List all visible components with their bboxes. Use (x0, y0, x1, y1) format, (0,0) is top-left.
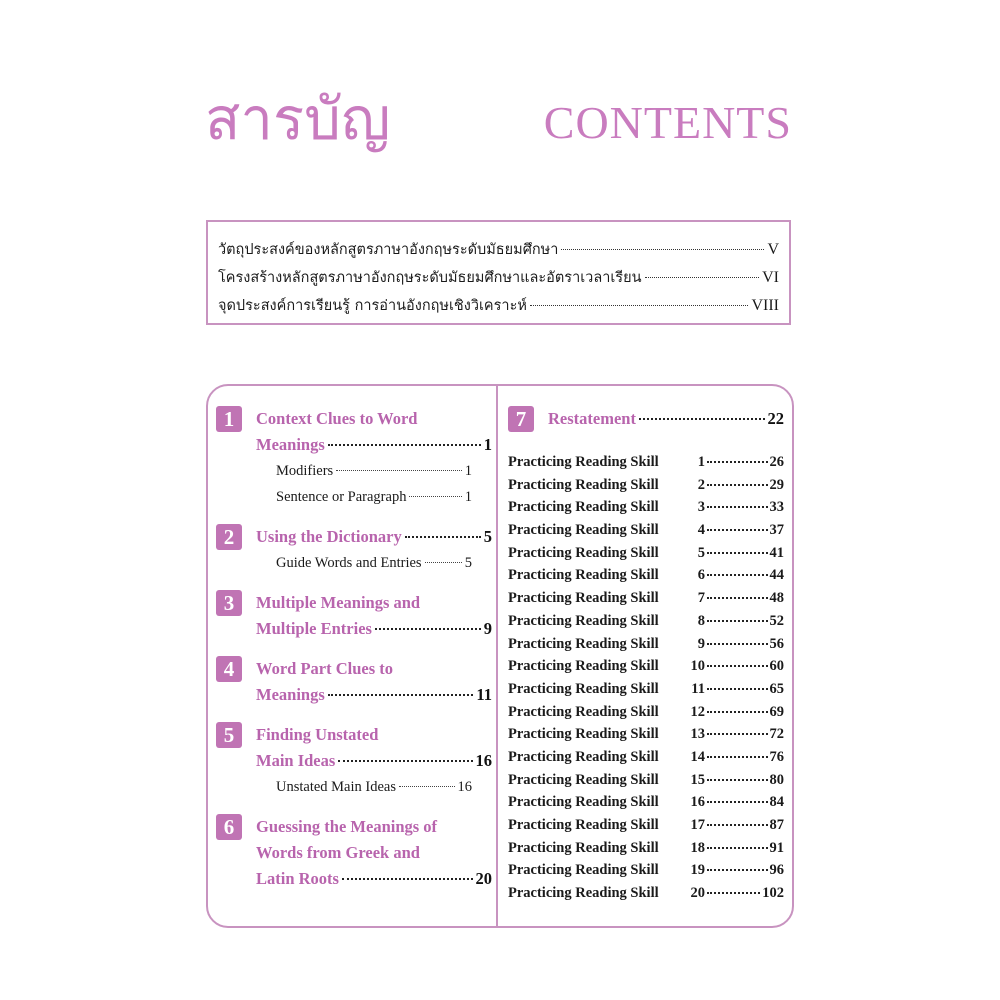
dot-leader (707, 733, 768, 735)
skill-entry-page: 102 (762, 885, 784, 902)
skill-entry[interactable] (508, 772, 784, 795)
skill-entry-page: 41 (769, 544, 784, 561)
skill-entry[interactable] (508, 499, 784, 522)
chapters-column (216, 406, 492, 906)
chapter-page: 9 (483, 619, 492, 638)
dot-leader (707, 552, 768, 554)
skill-entry-page: 37 (769, 522, 784, 539)
skill-entry[interactable] (508, 613, 784, 636)
dot-leader (645, 277, 760, 278)
skill-entry-page: 84 (769, 794, 784, 811)
skill-entry-label: Practicing Reading Skill (508, 635, 659, 652)
intro-entry-label: โครงสร้างหลักสูตรภาษาอังกฤษระดับมัธยมศึกษาและอัตราเวลาเรียน (218, 270, 642, 286)
chapter-number-badge: 4 (216, 656, 242, 682)
chapter-5[interactable] (216, 722, 492, 800)
skill-entry-page: 76 (769, 748, 784, 765)
skills-column (508, 406, 784, 908)
chapter-number-badge: 7 (508, 406, 534, 432)
skill-entry-page: 29 (769, 476, 784, 493)
dot-leader (561, 249, 764, 250)
skill-entry-number: 9 (697, 635, 705, 652)
dot-leader (328, 444, 481, 446)
skill-entry-label: Practicing Reading Skill (508, 567, 659, 584)
chapter-title: Main Ideas (256, 751, 336, 770)
skill-entry-number: 1 (697, 454, 705, 470)
chapter-page: 1 (483, 435, 492, 454)
skill-entry-label: Practicing Reading Skill (508, 544, 659, 561)
skill-entry[interactable] (508, 840, 784, 863)
dot-leader (328, 694, 474, 696)
skill-entry[interactable] (508, 522, 784, 545)
chapter-3[interactable] (216, 590, 492, 642)
sub-entry[interactable] (276, 774, 472, 800)
skill-entry-number: 17 (690, 817, 705, 833)
dot-leader (707, 801, 768, 803)
skill-entry-number: 4 (697, 522, 705, 539)
skill-entry[interactable] (508, 545, 784, 568)
skill-entry-page: 56 (769, 635, 784, 652)
skill-entry-label: Practicing Reading Skill (508, 658, 659, 675)
dot-leader (707, 847, 768, 849)
skill-entry[interactable] (508, 567, 784, 590)
dot-leader (405, 536, 481, 538)
skill-entry-number: 19 (690, 862, 705, 879)
sub-entry-label: Sentence or Paragraph (276, 489, 407, 505)
skill-entry-label: Practicing Reading Skill (508, 499, 659, 516)
skill-entry[interactable] (508, 885, 784, 908)
skill-entry[interactable] (508, 794, 784, 817)
skill-entry-label: Practicing Reading Skill (508, 771, 659, 788)
skill-entry-page: 80 (769, 771, 784, 788)
dot-leader (707, 597, 768, 599)
dot-leader (707, 461, 768, 463)
skill-entry[interactable] (508, 749, 784, 772)
skill-entry-label: Practicing Reading Skill (508, 522, 659, 539)
skill-entry[interactable] (508, 636, 784, 659)
intro-entry[interactable] (218, 266, 779, 294)
skill-entry-number: 12 (690, 703, 705, 720)
sub-entry-page: 5 (464, 555, 472, 571)
skill-entry-number: 2 (697, 476, 705, 493)
skill-entry-number: 8 (697, 612, 705, 629)
skill-entry-label: Practicing Reading Skill (508, 476, 659, 493)
skill-entry-number: 13 (690, 726, 705, 743)
dot-leader (342, 878, 473, 880)
skill-entry[interactable] (508, 658, 784, 681)
skill-entry-page: 65 (769, 680, 784, 697)
dot-leader (707, 756, 768, 758)
skill-entry-number: 10 (690, 658, 705, 675)
dot-leader (530, 305, 749, 306)
skill-entry-page: 91 (769, 839, 784, 856)
sub-entry-label: Modifiers (276, 463, 334, 479)
chapter-title: Meanings (256, 685, 325, 704)
skill-entry-label: Practicing Reading Skill (508, 862, 659, 879)
skill-entry[interactable] (508, 454, 784, 477)
chapter-number-badge: 5 (216, 722, 242, 748)
skill-entry-label: Practicing Reading Skill (508, 454, 659, 470)
skill-entry-number: 7 (697, 590, 705, 607)
dot-leader (425, 562, 462, 563)
intro-entry-page: VIII (751, 297, 779, 314)
skill-entry-number: 15 (690, 771, 705, 788)
dot-leader (707, 529, 768, 531)
skill-entry-number: 20 (690, 885, 705, 902)
dot-leader (707, 665, 768, 667)
skill-entry-page: 33 (769, 499, 784, 516)
chapter-title: Finding Unstated (256, 725, 379, 744)
chapter-title: Word Part Clues to (256, 659, 394, 678)
chapter-number-badge: 2 (216, 524, 242, 550)
chapter-title: Latin Roots (256, 869, 339, 888)
skill-entry-number: 5 (697, 544, 705, 561)
skill-entry[interactable] (508, 477, 784, 500)
sub-entry[interactable] (276, 458, 472, 484)
skill-entry-label: Practicing Reading Skill (508, 885, 659, 902)
chapter-title: Multiple Meanings and (256, 593, 421, 612)
skill-entry-page: 69 (769, 703, 784, 720)
skill-entry[interactable] (508, 590, 784, 613)
chapter-page: 20 (475, 869, 492, 888)
chapter-title: Words from Greek and (256, 843, 420, 862)
skill-list (508, 454, 784, 908)
sub-entry[interactable] (276, 550, 472, 576)
skill-entry-page: 87 (769, 817, 784, 833)
skill-entry-page: 44 (769, 567, 784, 584)
skill-entry-label: Practicing Reading Skill (508, 680, 659, 697)
dot-leader (375, 628, 481, 630)
sub-entry-label: Unstated Main Ideas (276, 779, 396, 795)
dot-leader (707, 892, 760, 894)
sub-entry-page: 16 (457, 779, 472, 795)
skill-entry-label: Practicing Reading Skill (508, 817, 659, 833)
dot-leader (707, 484, 768, 486)
chapter-6[interactable] (216, 814, 492, 892)
chapter-title: Meanings (256, 435, 325, 454)
skill-entry[interactable] (508, 862, 784, 885)
skill-entry-number: 18 (690, 839, 705, 856)
chapter-title: Guessing the Meanings of (256, 817, 438, 836)
chapter-title: Context Clues to Word (256, 409, 418, 428)
skill-entry[interactable] (508, 726, 784, 749)
skill-entry-page: 52 (769, 612, 784, 629)
skill-entry-page: 96 (769, 862, 784, 879)
skill-entry-page: 60 (769, 658, 784, 675)
sub-entry-label: Guide Words and Entries (276, 555, 422, 571)
dot-leader (707, 779, 768, 781)
skill-entry-label: Practicing Reading Skill (508, 590, 659, 607)
page-title-english: CONTENTS (543, 97, 792, 148)
contents-box (206, 384, 794, 928)
intro-entry[interactable] (218, 294, 779, 322)
chapter-1[interactable] (216, 406, 492, 510)
dot-leader (707, 506, 768, 508)
skill-entry-number: 14 (690, 748, 705, 765)
skill-entry-number: 6 (697, 567, 705, 584)
dot-leader (707, 824, 768, 826)
intro-entry-label: จุดประสงค์การเรียนรู้ การอ่านอังกฤษเชิงวิเคราะห์ (218, 298, 527, 314)
chapter-2[interactable] (216, 524, 492, 576)
sub-entry[interactable] (276, 484, 472, 510)
chapter-page: 16 (475, 751, 492, 770)
chapter-number-badge: 3 (216, 590, 242, 616)
dot-leader (707, 643, 768, 645)
skill-entry-label: Practicing Reading Skill (508, 794, 659, 811)
dot-leader (707, 574, 768, 576)
column-divider (496, 386, 498, 926)
dot-leader (336, 470, 462, 471)
skill-entry-page: 26 (769, 454, 784, 470)
chapter-number-badge: 6 (216, 814, 242, 840)
sub-entry-page: 1 (464, 463, 472, 479)
skill-entry-label: Practicing Reading Skill (508, 839, 659, 856)
skill-entry-number: 16 (690, 794, 705, 811)
skill-entry-number: 3 (697, 499, 705, 516)
chapter-page: 5 (483, 527, 492, 546)
skill-entry-label: Practicing Reading Skill (508, 726, 659, 743)
skill-entry[interactable] (508, 704, 784, 727)
chapter-4[interactable] (216, 656, 492, 708)
intro-box (206, 220, 791, 325)
chapter-title: Using the Dictionary (256, 527, 402, 546)
skill-entry[interactable] (508, 681, 784, 704)
chapter-7[interactable] (508, 406, 784, 432)
chapter-title: Restatement (548, 409, 636, 428)
dot-leader (639, 418, 765, 420)
skill-entry-label: Practicing Reading Skill (508, 748, 659, 765)
skill-entry[interactable] (508, 817, 784, 840)
intro-entry-page: V (767, 241, 779, 258)
intro-entry-label: วัตถุประสงค์ของหลักสูตรภาษาอังกฤษระดับมัธยมศึกษา (218, 242, 559, 258)
chapter-number-badge: 1 (216, 406, 242, 432)
skill-entry-page: 72 (769, 726, 784, 743)
dot-leader (409, 496, 461, 497)
skill-entry-label: Practicing Reading Skill (508, 612, 659, 629)
chapter-page: 22 (767, 409, 784, 428)
sub-entry-page: 1 (464, 489, 472, 505)
skill-entry-page: 48 (769, 590, 784, 607)
dot-leader (338, 760, 472, 762)
chapter-title: Multiple Entries (256, 619, 372, 638)
dot-leader (707, 711, 768, 713)
intro-entry-page: VI (762, 269, 779, 286)
skill-entry-number: 11 (691, 680, 705, 697)
dot-leader (399, 786, 455, 787)
dot-leader (707, 869, 768, 871)
page-title-thai: สารบัญ (205, 85, 391, 153)
chapter-page: 11 (476, 685, 492, 704)
dot-leader (707, 620, 768, 622)
skill-entry-label: Practicing Reading Skill (508, 703, 659, 720)
intro-entry[interactable] (218, 238, 779, 266)
dot-leader (707, 688, 768, 690)
